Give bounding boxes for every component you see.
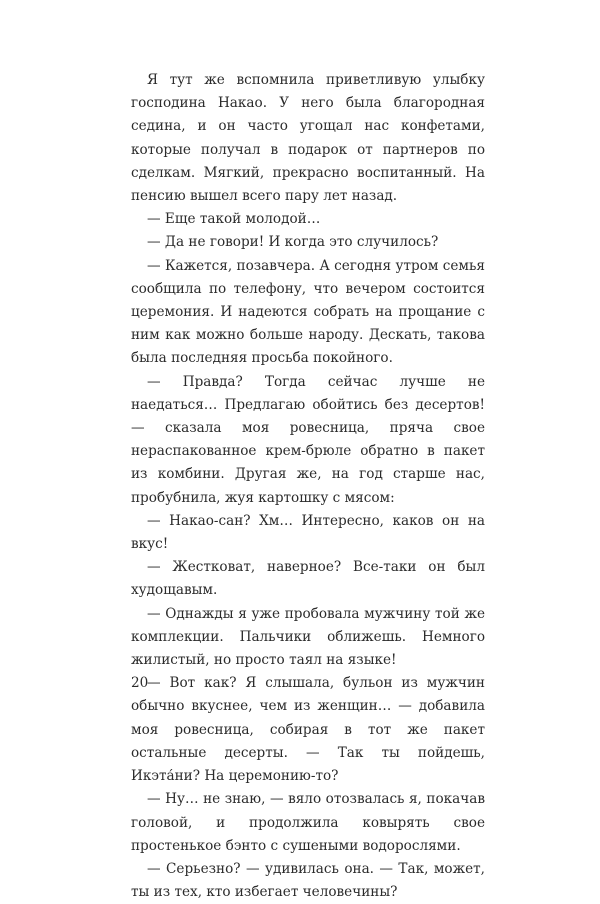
- paragraph: — Накао-сан? Хм… Интересно, каков он на вкус!: [131, 512, 485, 553]
- paragraph: — Да не говори! И когда это случилось?: [147, 234, 439, 251]
- paragraph: — Ну… не знаю, — вяло отозвалась я, покачав головой, и продолжила ковырять свое простенькое бэнто с сушеными водорослями.: [131, 791, 485, 854]
- page-number: 20: [131, 675, 149, 691]
- body-text: [131, 69, 485, 904]
- paragraph: — Еще такой молодой…: [147, 211, 321, 228]
- paragraph: — Жестковат, наверное? Все-таки он был худощавым.: [131, 559, 485, 599]
- paragraph: — Вот как? Я слышала, бульон из мужчин обычно вкуснее, чем из женщин… — добавила моя ровесница, собирая в тот же пакет остальные десерты. — Так ты пойдешь, Икэта́ни? На церемонию-то?: [131, 675, 485, 785]
- paragraph: Я тут же вспомнила приветливую улыбку господина Накао. У него была благородная седина, и он часто угощал нас конфетами, которые получал в подарок от партнеров по сделкам. Мягкий, прекрасно воспитанный. На пенсию вышел всего пару лет назад.: [131, 72, 485, 205]
- paragraph: — Кажется, позавчера. А сегодня утром семья сообщила по телефону, что вечером состоится церемония. И надеются собрать на прощание с ним как можно больше народу. Дескать, такова была последняя просьба покойного.: [131, 257, 485, 367]
- paragraph: — Однажды я уже пробовала мужчину той же комплекции. Пальчики оближешь. Немного жилистый, но просто таял на языке!: [131, 605, 485, 669]
- paragraph: — Серьезно? — удивилась она. — Так, может, ты из тех, кто избегает человечины?: [131, 860, 485, 901]
- paragraph: — Правда? Тогда сейчас лучше не наедаться… Предлагаю обойтись без десертов! — сказала моя ровесница, пряча свое нераспакованное крем-брюле обратно в пакет из комбини. Другая же, на год старше нас, пробубнила, жуя картошку с мясом:: [131, 373, 485, 506]
